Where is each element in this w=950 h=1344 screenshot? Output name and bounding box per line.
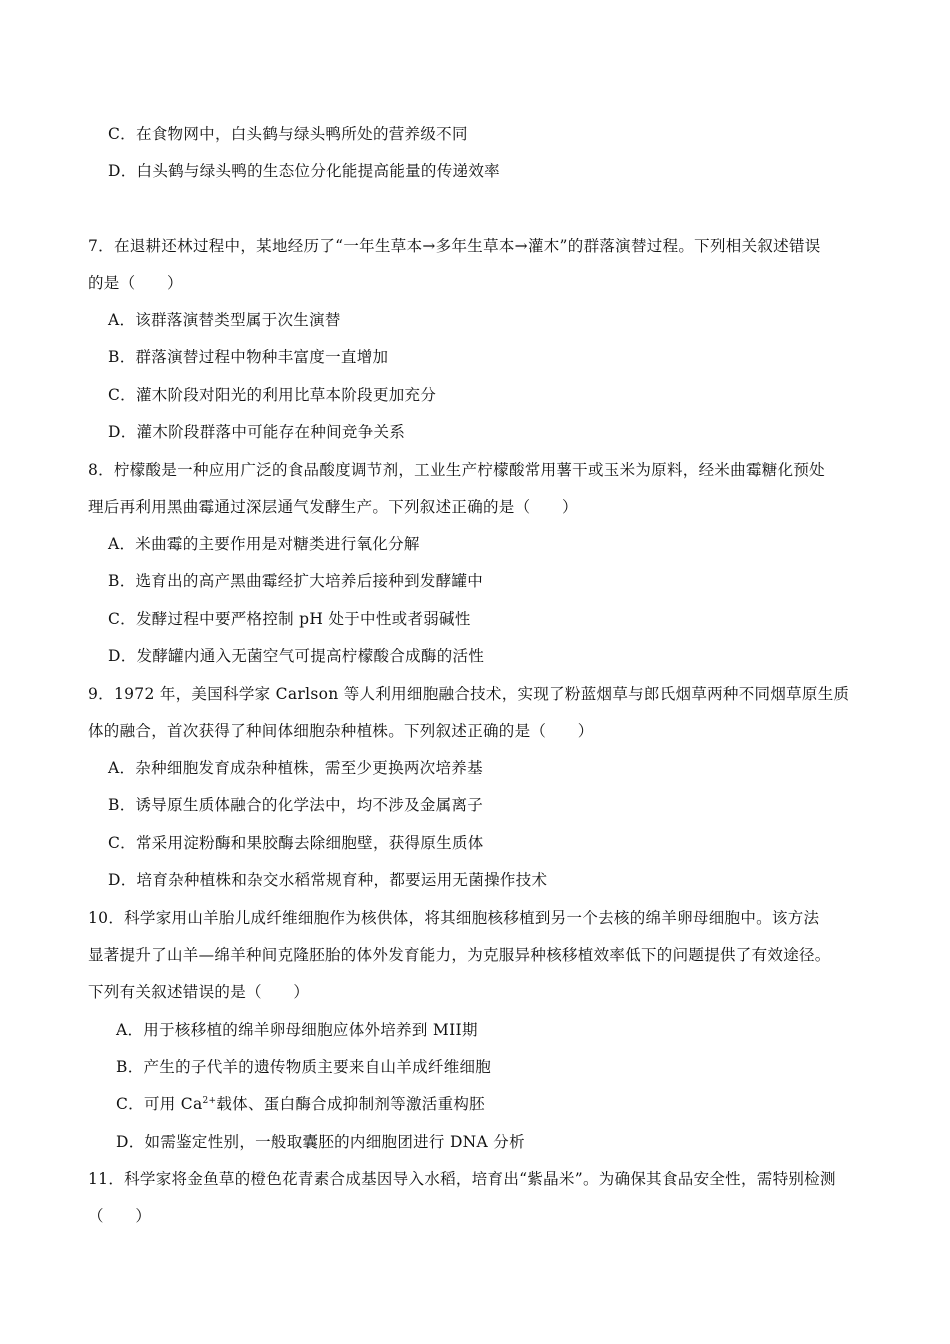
q8-stem-line1: 8．柠檬酸是一种应用广泛的食品酸度调节剂，工业生产柠檬酸常用薯干或玉米为原料，经米曲霉糖化预处 — [88, 461, 825, 479]
q8-option-a: A．米曲霉的主要作用是对糖类进行氧化分解 — [108, 535, 420, 553]
q10-option-c-pre: C．可用 Ca — [116, 1095, 203, 1113]
q10-option-d: D．如需鉴定性别，一般取囊胚的内细胞团进行 DNA 分析 — [116, 1133, 525, 1151]
q8-option-c: C．发酵过程中要严格控制 pH 处于中性或者弱碱性 — [108, 610, 471, 628]
q8-option-b: B．选育出的高产黑曲霉经扩大培养后接种到发酵罐中 — [108, 572, 484, 590]
q10-option-c-superscript: 2+ — [202, 1095, 217, 1106]
q10-option-b: B．产生的子代羊的遗传物质主要来自山羊成纤维细胞 — [116, 1058, 492, 1076]
q10-option-a: A．用于核移植的绵羊卵母细胞应体外培养到 MII期 — [116, 1021, 478, 1039]
q7-stem-line2: 的是（ ） — [88, 274, 183, 292]
q10-stem-line1: 10．科学家用山羊胎儿成纤维细胞作为核供体，将其细胞核移植到另一个去核的绵羊卵母细胞中。该方法 — [88, 909, 820, 927]
q7-option-c: C．灌木阶段对阳光的利用比草本阶段更加充分 — [108, 386, 437, 404]
q9-option-c: C．常采用淀粉酶和果胶酶去除细胞壁，获得原生质体 — [108, 834, 484, 852]
q7-stem-line1: 7．在退耕还林过程中，某地经历了“一年生草本→多年生草本→灌木”的群落演替过程。下列相关叙述错误 — [88, 237, 821, 255]
q7-option-a: A．该群落演替类型属于次生演替 — [108, 311, 341, 329]
q11-stem-line1: 11．科学家将金鱼草的橙色花青素合成基因导入水稻，培育出“紫晶米”。为确保其食品安全性，需特别检测 — [88, 1170, 836, 1188]
q10-option-c-post: 载体、蛋白酶合成抑制剂等激活重构胚 — [216, 1095, 485, 1113]
q6-option-b: C．在食物网中，白头鹤与绿头鸭所处的营养级不同 — [108, 125, 468, 143]
q8-option-d: D．发酵罐内通入无菌空气可提高柠檬酸合成酶的活性 — [108, 647, 485, 665]
q10-option-c — [116, 1094, 485, 1114]
q7-option-d: D．灌木阶段群落中可能存在种间竞争关系 — [108, 423, 406, 441]
q10-stem-line3: 下列有关叙述错误的是（ ） — [88, 983, 310, 1001]
q11-stem-line2: （ ） — [88, 1207, 152, 1225]
q9-stem-line2: 体的融合，首次获得了种间体细胞杂种植株。下列叙述正确的是（ ） — [88, 722, 594, 740]
q10-stem-line2: 显著提升了山羊—绵羊种间克隆胚胎的体外发育能力，为克服异种核移植效率低下的问题提供了有效途径。 — [88, 946, 831, 964]
q8-stem-line2: 理后再利用黑曲霉通过深层通气发酵生产。下列叙述正确的是（ ） — [88, 498, 578, 516]
q6-option-c: D．白头鹤与绿头鸭的生态位分化能提高能量的传递效率 — [108, 162, 500, 180]
q9-stem-line1: 9．1972 年，美国科学家 Carlson 等人利用细胞融合技术，实现了粉蓝烟草与郎氏烟草两种不同烟草原生质 — [88, 685, 850, 703]
q7-option-b: B．群落演替过程中物种丰富度一直增加 — [108, 348, 389, 366]
q9-option-d: D．培育杂种植株和杂交水稻常规育种，都要运用无菌操作技术 — [108, 871, 548, 889]
q9-option-a: A．杂种细胞发育成杂种植株，需至少更换两次培养基 — [108, 759, 483, 777]
q9-option-b: B．诱导原生质体融合的化学法中，均不涉及金属离子 — [108, 796, 484, 814]
